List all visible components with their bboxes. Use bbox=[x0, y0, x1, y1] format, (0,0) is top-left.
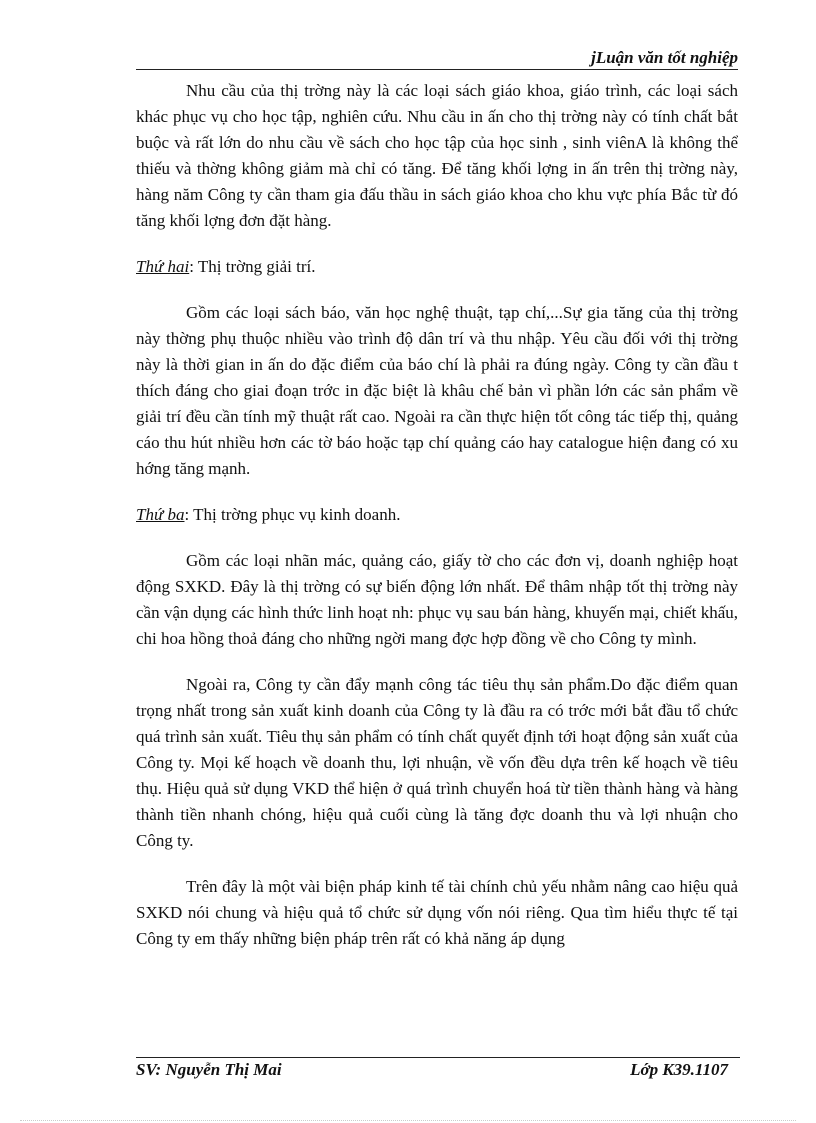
paragraph-2: Gồm các loại sách báo, văn học nghệ thuật, tạp chí,...Sự gia tăng của thị trờng này thờng phụ thuộc nhiều vào trình độ dân trí và thu nhập. Yêu cầu đối với thị trờng này là thời gian in ấn do đặc điểm của báo chí là phải ra đúng ngày. Công ty cần đầu t thích đáng cho giai đoạn trớc in đặc biệt là khâu chế bản vì phần lớn các sản phẩm về giải trí đều cần tính mỹ thuật rất cao. Ngoài ra cần thực hiện tốt công tác tiếp thị, quảng cáo thu hút nhiều hơn các tờ báo hoặc tạp chí quảng cáo hay catalogue hiện đang có xu hớng tăng mạnh. bbox=[136, 303, 738, 478]
paragraph-5: Trên đây là một vài biện pháp kinh tế tài chính chủ yếu nhằm nâng cao hiệu quả SXKD nói chung và hiệu quả tổ chức sử dụng vốn nói riêng. Qua tìm hiểu thực tế tại Công ty em thấy những biện pháp trên rất có khả năng áp dụng bbox=[136, 877, 738, 948]
running-header: jLuận văn tốt nghiệp bbox=[591, 48, 738, 67]
heading-third-text: : Thị trờng phục vụ kinh doanh. bbox=[184, 505, 401, 524]
footer-rule bbox=[136, 1057, 740, 1058]
paragraph-1: Nhu cầu của thị trờng này là các loại sách giáo khoa, giáo trình, các loại sách khác phục vụ cho học tập, nghiên cứu. Nhu cầu in ấn cho thị trờng này có tính chất bắt buộc và rất lớn do nhu cầu về sách cho học tập của học sinh , sinh viênA là không thể thiếu và thờng không giảm mà chỉ có tăng. Để tăng khối lợng in ấn trên thị trờng này, hàng năm Công ty cần tham gia đấu thầu in sách giáo khoa cho khu vực phía Bắc từ đó tăng khối lợng đơn đặt hàng. bbox=[136, 81, 738, 230]
page-edge-line bbox=[20, 1120, 796, 1121]
footer-student-name: SV: Nguyễn Thị Mai bbox=[136, 1060, 282, 1079]
heading-third-market bbox=[136, 502, 738, 528]
paragraph-4: Ngoài ra, Công ty cần đẩy mạnh công tác tiêu thụ sản phẩm.Do đặc điểm quan trọng nhất trong sản xuất kinh doanh của Công ty là đầu ra có trớc mới bắt đầu tổ chức quá trình sản xuất. Tiêu thụ sản phẩm có tính chất quyết định tới hoạt động sản xuất của Công ty. Mọi kế hoạch về doanh thu, lợi nhuận, về vốn đều dựa trên kế hoạch về tiêu thụ. Hiệu quả sử dụng VKD thể hiện ở quá trình chuyển hoá từ tiền thành hàng và hàng thành tiền nhanh chóng, hiệu quả cuối cùng là tăng đợc doanh thu và lợi nhuận cho Công ty. bbox=[136, 675, 738, 850]
heading-second-market bbox=[136, 254, 738, 280]
heading-second-lead: Thứ hai bbox=[136, 257, 190, 276]
paragraph-3: Gồm các loại nhãn mác, quảng cáo, giấy tờ cho các đơn vị, doanh nghiệp hoạt động SXKD. Đây là thị trờng có sự biến động lớn nhất. Để thâm nhập tốt thị trờng này cần vận dụng các hình thức linh hoạt nh: phục vụ sau bán hàng, khuyến mại, chiết khấu, chi hoa hồng thoả đáng cho những ngời mang đợc hợp đồng về cho Công ty mình. bbox=[136, 551, 738, 648]
heading-third-lead: Thứ ba bbox=[136, 505, 185, 524]
heading-second-text: : Thị trờng giải trí. bbox=[189, 257, 316, 276]
page-body bbox=[136, 78, 738, 952]
footer-class: Lớp K39.1107 bbox=[630, 1060, 728, 1079]
header-rule bbox=[136, 69, 738, 70]
